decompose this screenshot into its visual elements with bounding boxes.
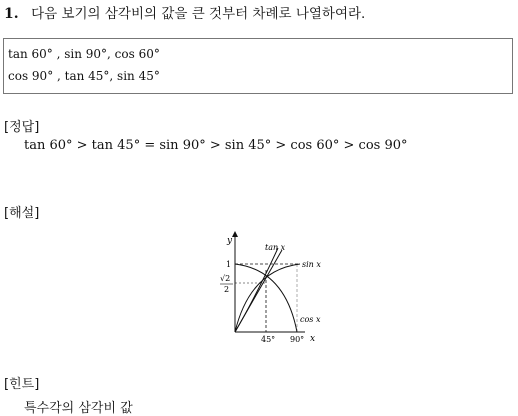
hint-label: [힌트]	[4, 377, 40, 392]
x-tick-90: 90°	[290, 335, 305, 344]
hint-text: 특수각의 삼각비 값	[24, 401, 133, 416]
answer-text: tan 60° > tan 45° = sin 90° > sin 45° > cos 60° > cos 90°	[24, 138, 408, 153]
y-tick-one: 1	[226, 260, 232, 269]
y-tick-sqrt2: √2	[220, 274, 231, 283]
sin-curve	[235, 264, 300, 332]
question-text: 다음 보기의 삼각비의 값을 큰 것부터 차례로 나열하여라.	[31, 6, 366, 22]
answer-label: [정답]	[4, 120, 40, 135]
tan-curve	[235, 248, 278, 332]
y-tick-two: 2	[224, 285, 230, 294]
cos-curve-label: cos x	[300, 315, 321, 324]
y-axis-label: y	[227, 236, 233, 246]
sin-curve-label: sin x	[302, 260, 321, 269]
x-axis-label: x	[310, 334, 316, 344]
tan-curve-label: tan x	[265, 243, 286, 252]
choices-line-2: cos 90° , tan 45°, sin 45°	[8, 69, 160, 83]
explanation-label: [해설]	[4, 206, 40, 221]
choices-line-1: tan 60° , sin 90°, cos 60°	[8, 47, 160, 61]
diagonal-line	[235, 250, 282, 332]
x-tick-45: 45°	[261, 335, 276, 344]
question-number: 1.	[4, 6, 19, 22]
